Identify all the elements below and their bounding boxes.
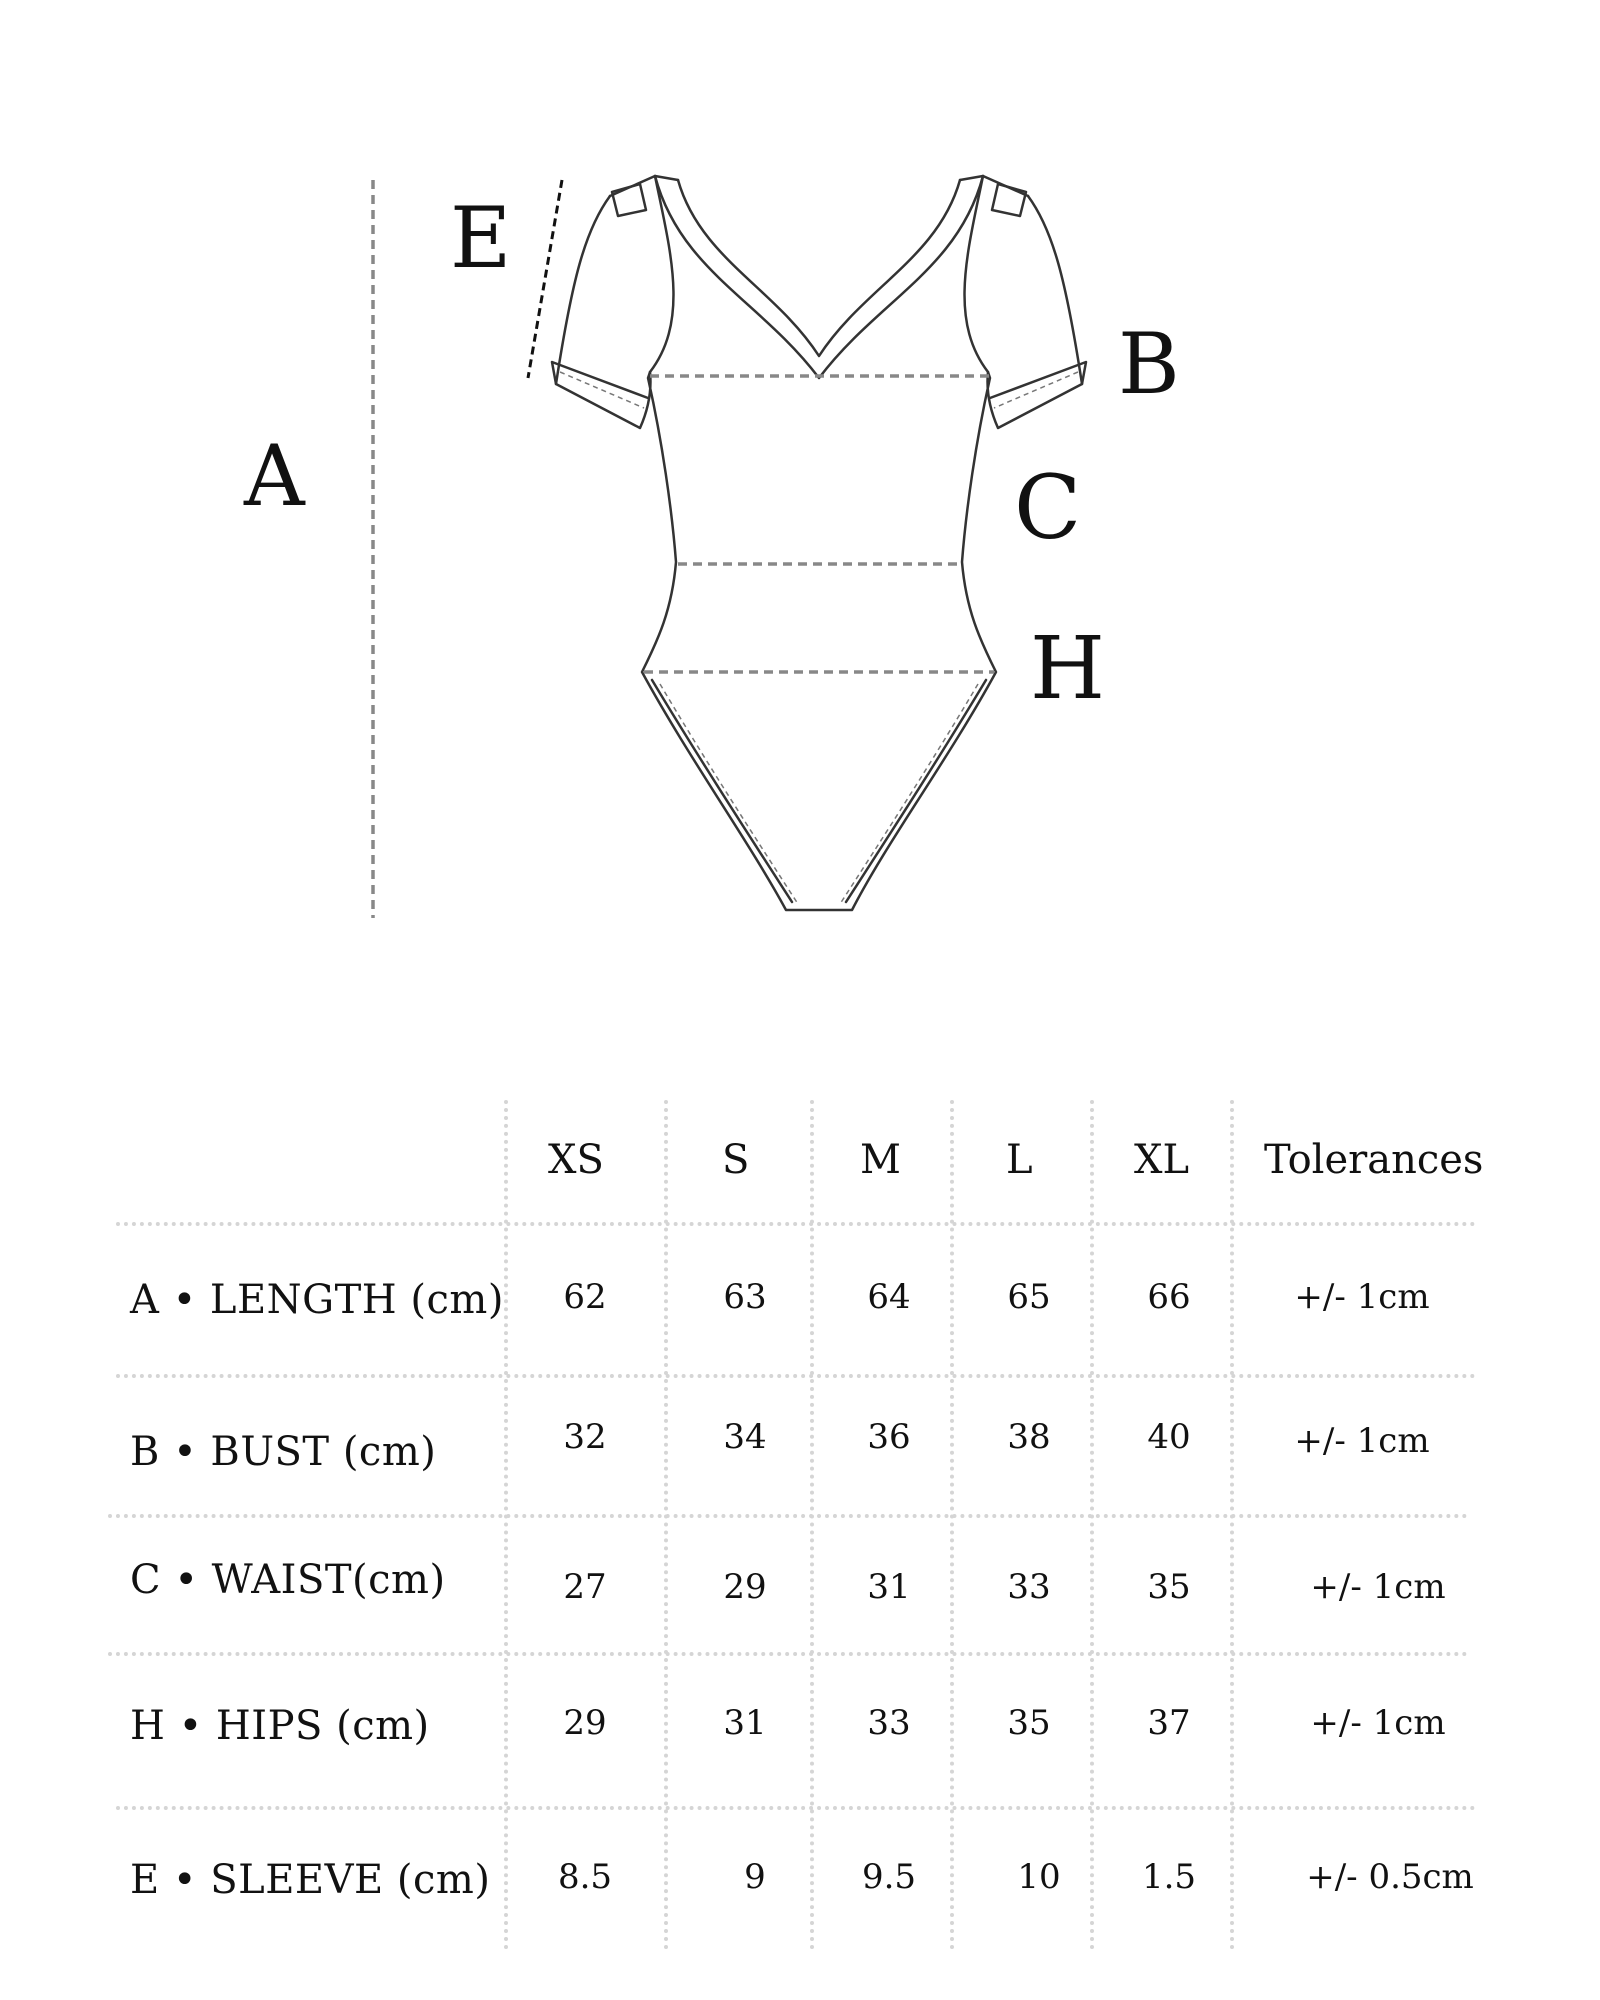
value-waist-l: 33 bbox=[1007, 1567, 1051, 1607]
value-bust-l: 38 bbox=[1007, 1417, 1051, 1457]
value-hips-m: 33 bbox=[867, 1703, 911, 1743]
value-sleeve-s: 9 bbox=[744, 1857, 766, 1897]
value-hips-xs: 29 bbox=[563, 1703, 607, 1743]
value-length-l: 65 bbox=[1007, 1277, 1051, 1317]
value-sleeve-xs: 8.5 bbox=[557, 1857, 613, 1897]
tolerance-length: +/- 1cm bbox=[1294, 1277, 1430, 1317]
value-hips-xl: 37 bbox=[1147, 1703, 1191, 1743]
column-divider bbox=[810, 1100, 814, 1950]
row-divider bbox=[108, 1514, 1468, 1518]
column-divider bbox=[504, 1100, 508, 1950]
value-waist-m: 31 bbox=[867, 1567, 911, 1607]
value-hips-s: 31 bbox=[723, 1703, 767, 1743]
row-label-bust: B • BUST (cm) bbox=[130, 1429, 437, 1475]
value-bust-xl: 40 bbox=[1147, 1417, 1191, 1457]
header-xl: XL bbox=[1134, 1137, 1190, 1183]
value-sleeve-m: 9.5 bbox=[861, 1857, 917, 1897]
tolerance-bust: +/- 1cm bbox=[1294, 1421, 1430, 1461]
value-length-xs: 62 bbox=[563, 1277, 607, 1317]
header-m: M bbox=[860, 1137, 901, 1183]
header-s: S bbox=[722, 1137, 750, 1183]
row-divider bbox=[116, 1806, 1476, 1810]
value-bust-s: 34 bbox=[723, 1417, 767, 1457]
row-label-sleeve: E • SLEEVE (cm) bbox=[130, 1857, 491, 1903]
value-length-xl: 66 bbox=[1147, 1277, 1191, 1317]
label-e: E bbox=[450, 189, 513, 287]
value-waist-s: 29 bbox=[723, 1567, 767, 1607]
tolerance-hips: +/- 1cm bbox=[1310, 1703, 1446, 1743]
value-length-s: 63 bbox=[723, 1277, 767, 1317]
column-divider bbox=[950, 1100, 954, 1950]
header-l: L bbox=[1006, 1137, 1033, 1183]
label-h: H bbox=[1030, 619, 1106, 719]
label-b: B bbox=[1118, 315, 1181, 413]
value-waist-xl: 35 bbox=[1147, 1567, 1191, 1607]
row-label-waist: C • WAIST(cm) bbox=[130, 1557, 446, 1603]
row-divider bbox=[116, 1374, 1476, 1378]
value-waist-xs: 27 bbox=[563, 1567, 607, 1607]
header-xs: XS bbox=[548, 1137, 604, 1183]
tolerance-waist: +/- 1cm bbox=[1310, 1567, 1446, 1607]
column-divider bbox=[1230, 1100, 1234, 1950]
tolerance-sleeve: +/- 0.5cm bbox=[1306, 1857, 1474, 1897]
row-label-length: A • LENGTH (cm) bbox=[130, 1277, 504, 1323]
row-divider bbox=[108, 1652, 1468, 1656]
value-bust-xs: 32 bbox=[563, 1417, 607, 1457]
value-hips-l: 35 bbox=[1007, 1703, 1051, 1743]
value-sleeve-l: 10 bbox=[1017, 1857, 1061, 1897]
column-divider bbox=[664, 1100, 668, 1950]
label-c: C bbox=[1014, 456, 1083, 559]
value-length-m: 64 bbox=[867, 1277, 911, 1317]
value-bust-m: 36 bbox=[867, 1417, 911, 1457]
label-a: A bbox=[244, 427, 306, 525]
value-sleeve-xl: 1.5 bbox=[1141, 1857, 1197, 1897]
column-divider bbox=[1090, 1100, 1094, 1950]
header-tolerances: Tolerances bbox=[1264, 1137, 1484, 1183]
row-label-hips: H • HIPS (cm) bbox=[130, 1703, 430, 1749]
row-divider bbox=[116, 1222, 1476, 1226]
